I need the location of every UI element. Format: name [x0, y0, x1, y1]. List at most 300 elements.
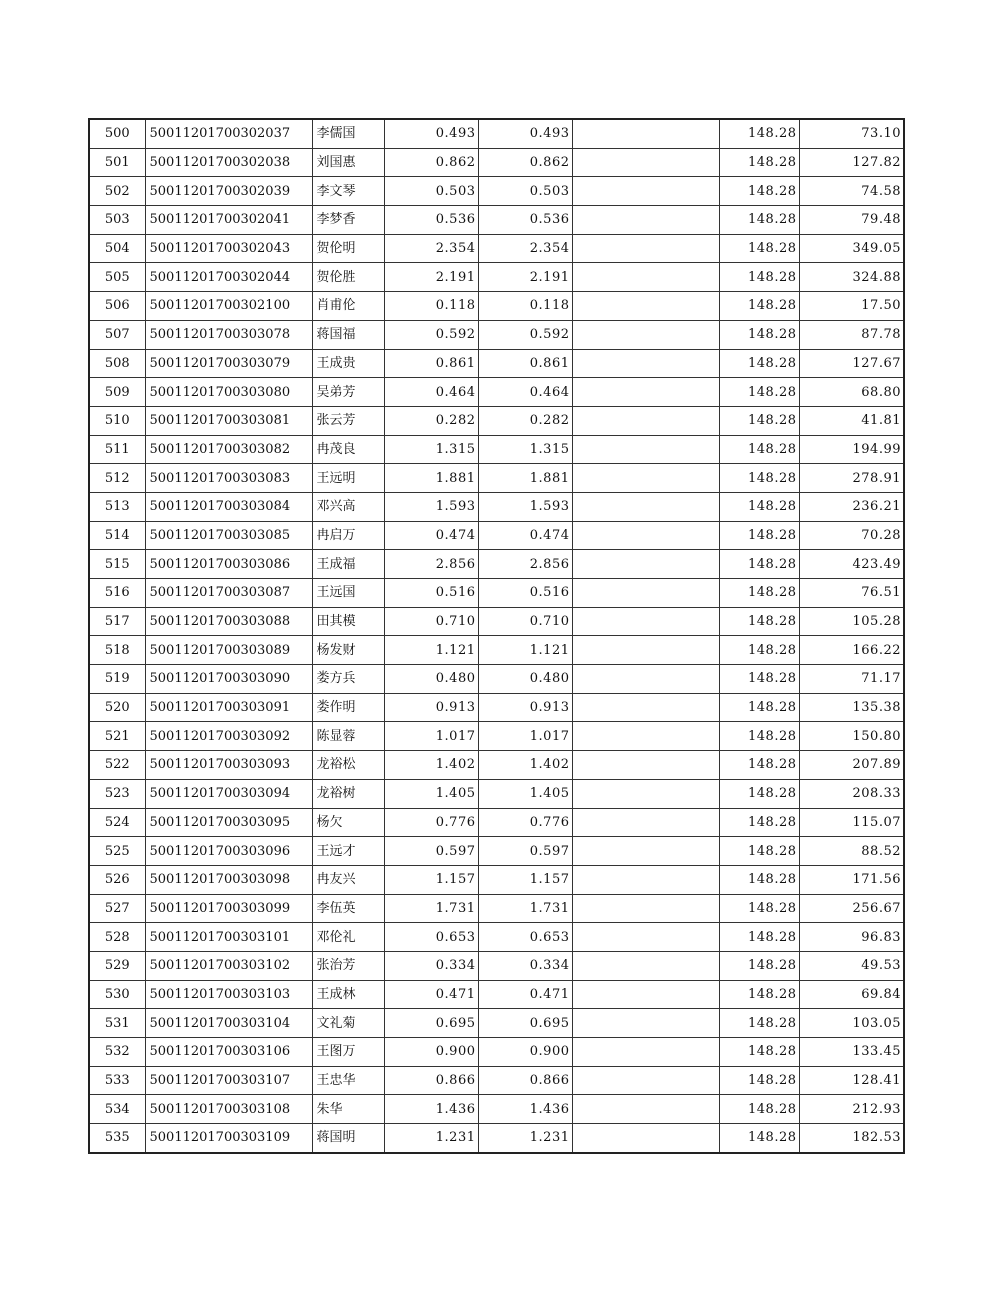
blank-cell	[572, 320, 719, 349]
table-row	[89, 894, 904, 923]
row-number-cell: 502	[89, 177, 145, 206]
row-number-cell: 534	[89, 1095, 145, 1124]
holder-name-cell: 张治芳	[312, 951, 384, 980]
blank-cell	[572, 148, 719, 177]
blank-cell	[572, 492, 719, 521]
row-number-cell: 511	[89, 435, 145, 464]
blank-cell	[572, 234, 719, 263]
unit-price-cell: 148.28	[719, 406, 799, 435]
unit-price-cell: 148.28	[719, 923, 799, 952]
holder-name-cell: 王成福	[312, 550, 384, 579]
row-number-cell: 520	[89, 693, 145, 722]
blank-cell	[572, 292, 719, 321]
blank-cell	[572, 550, 719, 579]
confirmed-area-cell: 0.900	[478, 1038, 572, 1067]
blank-cell	[572, 1095, 719, 1124]
table-row	[89, 865, 904, 894]
unit-price-cell: 148.28	[719, 607, 799, 636]
amount-cell: 212.93	[799, 1095, 904, 1124]
unit-price-cell: 148.28	[719, 693, 799, 722]
table-row	[89, 234, 904, 263]
holder-name-cell: 李文琴	[312, 177, 384, 206]
confirmed-area-cell: 1.436	[478, 1095, 572, 1124]
area-cell: 1.881	[384, 464, 478, 493]
table-row	[89, 550, 904, 579]
parcel-code-cell: 50011201700303095	[145, 808, 312, 837]
parcel-code-cell: 50011201700303102	[145, 951, 312, 980]
area-cell: 0.695	[384, 1009, 478, 1038]
amount-cell: 166.22	[799, 636, 904, 665]
confirmed-area-cell: 0.282	[478, 406, 572, 435]
area-cell: 0.516	[384, 579, 478, 608]
area-cell: 1.121	[384, 636, 478, 665]
amount-cell: 171.56	[799, 865, 904, 894]
parcel-code-cell: 50011201700303080	[145, 378, 312, 407]
holder-name-cell: 王成贵	[312, 349, 384, 378]
table-body	[89, 119, 904, 1153]
holder-name-cell: 蒋国明	[312, 1124, 384, 1153]
blank-cell	[572, 980, 719, 1009]
parcel-code-cell: 50011201700303108	[145, 1095, 312, 1124]
holder-name-cell: 田其模	[312, 607, 384, 636]
blank-cell	[572, 206, 719, 235]
area-cell: 0.536	[384, 206, 478, 235]
holder-name-cell: 王图万	[312, 1038, 384, 1067]
area-cell: 0.334	[384, 951, 478, 980]
blank-cell	[572, 177, 719, 206]
confirmed-area-cell: 1.405	[478, 779, 572, 808]
area-cell: 0.913	[384, 693, 478, 722]
table-row	[89, 837, 904, 866]
holder-name-cell: 龙裕松	[312, 751, 384, 780]
table-row	[89, 320, 904, 349]
unit-price-cell: 148.28	[719, 894, 799, 923]
area-cell: 1.017	[384, 722, 478, 751]
amount-cell: 349.05	[799, 234, 904, 263]
amount-cell: 127.82	[799, 148, 904, 177]
amount-cell: 74.58	[799, 177, 904, 206]
area-cell: 0.776	[384, 808, 478, 837]
row-number-cell: 519	[89, 665, 145, 694]
unit-price-cell: 148.28	[719, 492, 799, 521]
parcel-code-cell: 50011201700303099	[145, 894, 312, 923]
unit-price-cell: 148.28	[719, 521, 799, 550]
amount-cell: 423.49	[799, 550, 904, 579]
amount-cell: 69.84	[799, 980, 904, 1009]
blank-cell	[572, 607, 719, 636]
unit-price-cell: 148.28	[719, 292, 799, 321]
row-number-cell: 518	[89, 636, 145, 665]
amount-cell: 68.80	[799, 378, 904, 407]
confirmed-area-cell: 1.017	[478, 722, 572, 751]
amount-cell: 127.67	[799, 349, 904, 378]
table-row	[89, 1038, 904, 1067]
row-number-cell: 530	[89, 980, 145, 1009]
holder-name-cell: 陈显蓉	[312, 722, 384, 751]
unit-price-cell: 148.28	[719, 1038, 799, 1067]
area-cell: 0.118	[384, 292, 478, 321]
confirmed-area-cell: 0.503	[478, 177, 572, 206]
holder-name-cell: 吴弟芳	[312, 378, 384, 407]
parcel-code-cell: 50011201700302043	[145, 234, 312, 263]
area-cell: 0.653	[384, 923, 478, 952]
table-row	[89, 406, 904, 435]
confirmed-area-cell: 0.862	[478, 148, 572, 177]
amount-cell: 208.33	[799, 779, 904, 808]
confirmed-area-cell: 0.710	[478, 607, 572, 636]
confirmed-area-cell: 1.315	[478, 435, 572, 464]
blank-cell	[572, 378, 719, 407]
unit-price-cell: 148.28	[719, 464, 799, 493]
amount-cell: 182.53	[799, 1124, 904, 1153]
blank-cell	[572, 521, 719, 550]
area-cell: 0.493	[384, 119, 478, 148]
area-cell: 1.731	[384, 894, 478, 923]
area-cell: 1.157	[384, 865, 478, 894]
confirmed-area-cell: 0.695	[478, 1009, 572, 1038]
table-row	[89, 607, 904, 636]
area-cell: 2.856	[384, 550, 478, 579]
data-table	[88, 118, 905, 1154]
row-number-cell: 512	[89, 464, 145, 493]
unit-price-cell: 148.28	[719, 320, 799, 349]
holder-name-cell: 肖甫伦	[312, 292, 384, 321]
row-number-cell: 509	[89, 378, 145, 407]
parcel-code-cell: 50011201700303089	[145, 636, 312, 665]
confirmed-area-cell: 1.121	[478, 636, 572, 665]
table-row	[89, 492, 904, 521]
unit-price-cell: 148.28	[719, 349, 799, 378]
unit-price-cell: 148.28	[719, 378, 799, 407]
holder-name-cell: 王远明	[312, 464, 384, 493]
amount-cell: 41.81	[799, 406, 904, 435]
unit-price-cell: 148.28	[719, 865, 799, 894]
table-row	[89, 464, 904, 493]
amount-cell: 133.45	[799, 1038, 904, 1067]
parcel-code-cell: 50011201700303084	[145, 492, 312, 521]
unit-price-cell: 148.28	[719, 435, 799, 464]
confirmed-area-cell: 0.516	[478, 579, 572, 608]
amount-cell: 256.67	[799, 894, 904, 923]
blank-cell	[572, 665, 719, 694]
amount-cell: 76.51	[799, 579, 904, 608]
area-cell: 1.315	[384, 435, 478, 464]
table-row	[89, 722, 904, 751]
unit-price-cell: 148.28	[719, 263, 799, 292]
area-cell: 0.862	[384, 148, 478, 177]
confirmed-area-cell: 1.231	[478, 1124, 572, 1153]
unit-price-cell: 148.28	[719, 1009, 799, 1038]
holder-name-cell: 冉友兴	[312, 865, 384, 894]
holder-name-cell: 张云芳	[312, 406, 384, 435]
parcel-code-cell: 50011201700303081	[145, 406, 312, 435]
confirmed-area-cell: 0.493	[478, 119, 572, 148]
area-cell: 2.191	[384, 263, 478, 292]
unit-price-cell: 148.28	[719, 779, 799, 808]
holder-name-cell: 娄方兵	[312, 665, 384, 694]
table-row	[89, 435, 904, 464]
row-number-cell: 533	[89, 1066, 145, 1095]
table-row	[89, 808, 904, 837]
blank-cell	[572, 751, 719, 780]
confirmed-area-cell: 0.118	[478, 292, 572, 321]
confirmed-area-cell: 0.597	[478, 837, 572, 866]
row-number-cell: 508	[89, 349, 145, 378]
holder-name-cell: 朱华	[312, 1095, 384, 1124]
unit-price-cell: 148.28	[719, 148, 799, 177]
parcel-code-cell: 50011201700303107	[145, 1066, 312, 1095]
blank-cell	[572, 435, 719, 464]
blank-cell	[572, 119, 719, 148]
row-number-cell: 529	[89, 951, 145, 980]
row-number-cell: 503	[89, 206, 145, 235]
table-row	[89, 119, 904, 148]
parcel-code-cell: 50011201700303087	[145, 579, 312, 608]
holder-name-cell: 王忠华	[312, 1066, 384, 1095]
amount-cell: 49.53	[799, 951, 904, 980]
amount-cell: 17.50	[799, 292, 904, 321]
holder-name-cell: 文礼菊	[312, 1009, 384, 1038]
amount-cell: 115.07	[799, 808, 904, 837]
area-cell: 2.354	[384, 234, 478, 263]
area-cell: 0.282	[384, 406, 478, 435]
parcel-code-cell: 50011201700303079	[145, 349, 312, 378]
blank-cell	[572, 1124, 719, 1153]
parcel-code-cell: 50011201700303106	[145, 1038, 312, 1067]
blank-cell	[572, 1009, 719, 1038]
holder-name-cell: 杨欠	[312, 808, 384, 837]
parcel-code-cell: 50011201700303082	[145, 435, 312, 464]
blank-cell	[572, 923, 719, 952]
row-number-cell: 517	[89, 607, 145, 636]
row-number-cell: 532	[89, 1038, 145, 1067]
confirmed-area-cell: 1.731	[478, 894, 572, 923]
area-cell: 0.861	[384, 349, 478, 378]
amount-cell: 135.38	[799, 693, 904, 722]
parcel-code-cell: 50011201700303098	[145, 865, 312, 894]
row-number-cell: 506	[89, 292, 145, 321]
row-number-cell: 500	[89, 119, 145, 148]
table-row	[89, 636, 904, 665]
parcel-code-cell: 50011201700303104	[145, 1009, 312, 1038]
blank-cell	[572, 636, 719, 665]
area-cell: 0.503	[384, 177, 478, 206]
table-row	[89, 521, 904, 550]
confirmed-area-cell: 0.474	[478, 521, 572, 550]
parcel-code-cell: 50011201700303094	[145, 779, 312, 808]
holder-name-cell: 李伍英	[312, 894, 384, 923]
amount-cell: 73.10	[799, 119, 904, 148]
row-number-cell: 516	[89, 579, 145, 608]
amount-cell: 103.05	[799, 1009, 904, 1038]
table-row	[89, 951, 904, 980]
blank-cell	[572, 693, 719, 722]
confirmed-area-cell: 0.536	[478, 206, 572, 235]
holder-name-cell: 杨发财	[312, 636, 384, 665]
row-number-cell: 525	[89, 837, 145, 866]
row-number-cell: 507	[89, 320, 145, 349]
blank-cell	[572, 951, 719, 980]
area-cell: 0.710	[384, 607, 478, 636]
table-row	[89, 378, 904, 407]
parcel-code-cell: 50011201700303090	[145, 665, 312, 694]
blank-cell	[572, 349, 719, 378]
blank-cell	[572, 865, 719, 894]
table-row	[89, 177, 904, 206]
holder-name-cell: 冉茂良	[312, 435, 384, 464]
amount-cell: 71.17	[799, 665, 904, 694]
amount-cell: 324.88	[799, 263, 904, 292]
confirmed-area-cell: 0.592	[478, 320, 572, 349]
table-row	[89, 1124, 904, 1153]
confirmed-area-cell: 0.861	[478, 349, 572, 378]
parcel-code-cell: 50011201700303088	[145, 607, 312, 636]
parcel-code-cell: 50011201700303103	[145, 980, 312, 1009]
area-cell: 0.480	[384, 665, 478, 694]
unit-price-cell: 148.28	[719, 206, 799, 235]
unit-price-cell: 148.28	[719, 751, 799, 780]
area-cell: 1.231	[384, 1124, 478, 1153]
table-row	[89, 923, 904, 952]
area-cell: 1.402	[384, 751, 478, 780]
row-number-cell: 531	[89, 1009, 145, 1038]
holder-name-cell: 王成林	[312, 980, 384, 1009]
confirmed-area-cell: 0.653	[478, 923, 572, 952]
parcel-code-cell: 50011201700303078	[145, 320, 312, 349]
row-number-cell: 524	[89, 808, 145, 837]
amount-cell: 194.99	[799, 435, 904, 464]
holder-name-cell: 冉启万	[312, 521, 384, 550]
unit-price-cell: 148.28	[719, 722, 799, 751]
unit-price-cell: 148.28	[719, 980, 799, 1009]
parcel-code-cell: 50011201700302044	[145, 263, 312, 292]
parcel-code-cell: 50011201700303101	[145, 923, 312, 952]
table-row	[89, 349, 904, 378]
blank-cell	[572, 263, 719, 292]
confirmed-area-cell: 0.866	[478, 1066, 572, 1095]
unit-price-cell: 148.28	[719, 177, 799, 206]
unit-price-cell: 148.28	[719, 665, 799, 694]
holder-name-cell: 王远国	[312, 579, 384, 608]
table-row	[89, 1009, 904, 1038]
parcel-code-cell: 50011201700302038	[145, 148, 312, 177]
unit-price-cell: 148.28	[719, 636, 799, 665]
amount-cell: 79.48	[799, 206, 904, 235]
row-number-cell: 513	[89, 492, 145, 521]
holder-name-cell: 蒋国福	[312, 320, 384, 349]
table-row	[89, 693, 904, 722]
confirmed-area-cell: 0.334	[478, 951, 572, 980]
blank-cell	[572, 579, 719, 608]
holder-name-cell: 贺伦胜	[312, 263, 384, 292]
confirmed-area-cell: 1.402	[478, 751, 572, 780]
confirmed-area-cell: 0.464	[478, 378, 572, 407]
area-cell: 1.405	[384, 779, 478, 808]
parcel-code-cell: 50011201700303086	[145, 550, 312, 579]
confirmed-area-cell: 0.471	[478, 980, 572, 1009]
holder-name-cell: 贺伦明	[312, 234, 384, 263]
amount-cell: 236.21	[799, 492, 904, 521]
unit-price-cell: 148.28	[719, 837, 799, 866]
area-cell: 0.866	[384, 1066, 478, 1095]
parcel-code-cell: 50011201700303109	[145, 1124, 312, 1153]
confirmed-area-cell: 2.856	[478, 550, 572, 579]
blank-cell	[572, 464, 719, 493]
unit-price-cell: 148.28	[719, 1124, 799, 1153]
blank-cell	[572, 1038, 719, 1067]
holder-name-cell: 李梦香	[312, 206, 384, 235]
holder-name-cell: 娄作明	[312, 693, 384, 722]
unit-price-cell: 148.28	[719, 808, 799, 837]
confirmed-area-cell: 0.776	[478, 808, 572, 837]
row-number-cell: 527	[89, 894, 145, 923]
unit-price-cell: 148.28	[719, 951, 799, 980]
row-number-cell: 514	[89, 521, 145, 550]
table-row	[89, 263, 904, 292]
unit-price-cell: 148.28	[719, 1066, 799, 1095]
parcel-code-cell: 50011201700302039	[145, 177, 312, 206]
area-cell: 1.593	[384, 492, 478, 521]
area-cell: 0.597	[384, 837, 478, 866]
unit-price-cell: 148.28	[719, 550, 799, 579]
amount-cell: 105.28	[799, 607, 904, 636]
table-row	[89, 579, 904, 608]
row-number-cell: 528	[89, 923, 145, 952]
confirmed-area-cell: 1.157	[478, 865, 572, 894]
parcel-code-cell: 50011201700303091	[145, 693, 312, 722]
parcel-code-cell: 50011201700303085	[145, 521, 312, 550]
unit-price-cell: 148.28	[719, 1095, 799, 1124]
amount-cell: 278.91	[799, 464, 904, 493]
holder-name-cell: 邓伦礼	[312, 923, 384, 952]
confirmed-area-cell: 2.354	[478, 234, 572, 263]
parcel-code-cell: 50011201700303092	[145, 722, 312, 751]
parcel-code-cell: 50011201700302037	[145, 119, 312, 148]
row-number-cell: 510	[89, 406, 145, 435]
row-number-cell: 522	[89, 751, 145, 780]
blank-cell	[572, 406, 719, 435]
area-cell: 0.471	[384, 980, 478, 1009]
table-row	[89, 665, 904, 694]
table-row	[89, 779, 904, 808]
row-number-cell: 523	[89, 779, 145, 808]
row-number-cell: 515	[89, 550, 145, 579]
holder-name-cell: 邓兴高	[312, 492, 384, 521]
area-cell: 0.592	[384, 320, 478, 349]
confirmed-area-cell: 0.480	[478, 665, 572, 694]
unit-price-cell: 148.28	[719, 579, 799, 608]
row-number-cell: 501	[89, 148, 145, 177]
parcel-code-cell: 50011201700303093	[145, 751, 312, 780]
table-row	[89, 751, 904, 780]
blank-cell	[572, 1066, 719, 1095]
table-row	[89, 206, 904, 235]
holder-name-cell: 龙裕树	[312, 779, 384, 808]
table-row	[89, 148, 904, 177]
table-row	[89, 1066, 904, 1095]
amount-cell: 96.83	[799, 923, 904, 952]
amount-cell: 128.41	[799, 1066, 904, 1095]
blank-cell	[572, 779, 719, 808]
confirmed-area-cell: 0.913	[478, 693, 572, 722]
confirmed-area-cell: 1.593	[478, 492, 572, 521]
blank-cell	[572, 894, 719, 923]
blank-cell	[572, 808, 719, 837]
parcel-code-cell: 50011201700303096	[145, 837, 312, 866]
unit-price-cell: 148.28	[719, 119, 799, 148]
parcel-code-cell: 50011201700302041	[145, 206, 312, 235]
table-row	[89, 292, 904, 321]
